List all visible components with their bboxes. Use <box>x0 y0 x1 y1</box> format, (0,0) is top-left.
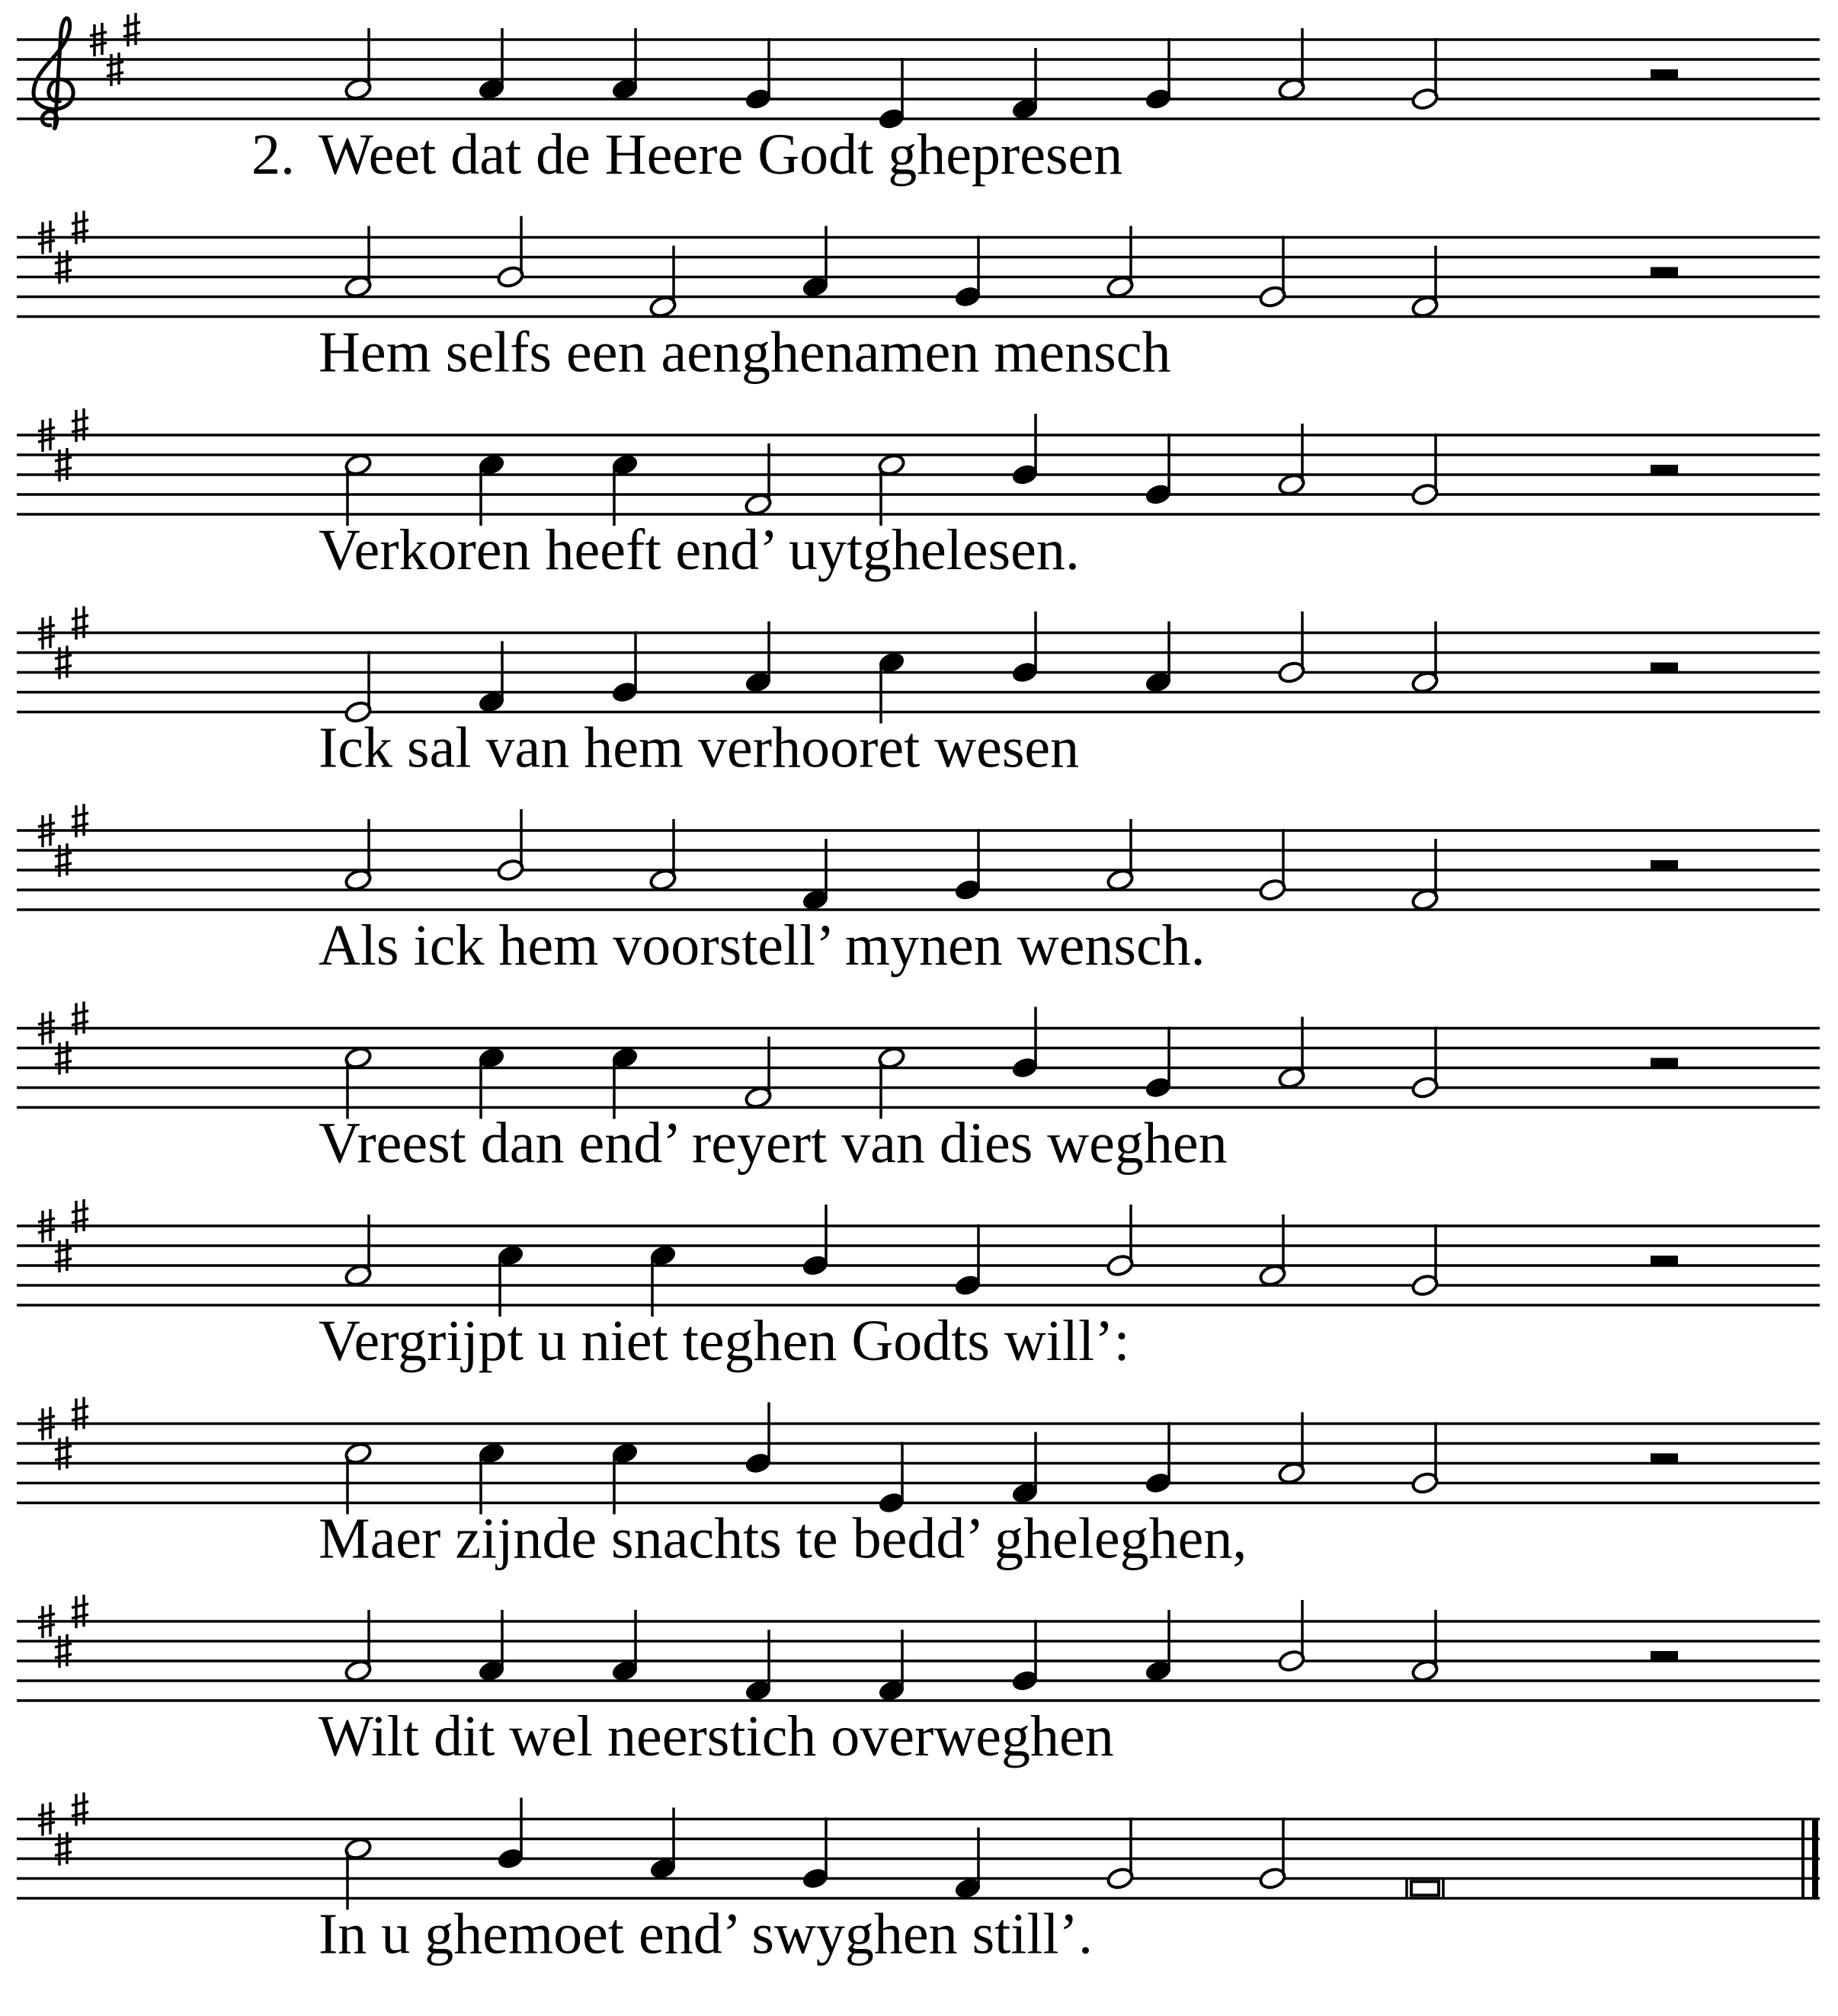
half-note <box>1411 1027 1439 1100</box>
verse-number: 2. <box>251 123 295 187</box>
half-note <box>1411 434 1439 507</box>
half-note <box>1411 1422 1439 1496</box>
quarter-note <box>801 1818 830 1891</box>
quarter-note <box>496 1798 525 1871</box>
half-note <box>1106 1205 1135 1278</box>
half-rest <box>1651 1256 1678 1266</box>
sharp-sign <box>123 13 140 46</box>
half-note <box>1258 236 1287 309</box>
sharp-sign <box>55 448 72 482</box>
lyric-line: Weet dat de Heere Godt ghepresen <box>319 123 1123 187</box>
half-rest <box>1651 1454 1678 1464</box>
quarter-note <box>1010 1620 1039 1693</box>
half-rest <box>1651 465 1678 475</box>
sharp-sign <box>72 408 88 442</box>
staff <box>17 1819 1820 1899</box>
half-note <box>1277 612 1306 685</box>
sharp-sign <box>72 804 88 837</box>
sharp-sign <box>72 1002 88 1035</box>
half-note <box>1411 1224 1439 1298</box>
lyric-line: Hem selfs een aenghenamen mensch <box>319 320 1171 385</box>
music-system <box>17 211 1820 385</box>
lyric-line: Maer zijnde snachts te bedd’ gheleghen, <box>319 1506 1247 1571</box>
quarter-note <box>801 1205 830 1278</box>
music-system <box>17 1397 1820 1571</box>
quarter-note <box>953 1224 982 1298</box>
sharp-sign <box>55 843 72 877</box>
sharp-sign <box>55 1832 72 1866</box>
quarter-note <box>877 1442 906 1515</box>
lyric-line: Ick sal van hem verhooret wesen <box>319 715 1080 780</box>
quarter-note <box>610 632 639 705</box>
staff <box>17 40 1820 119</box>
half-note <box>1277 1600 1306 1673</box>
sharp-sign <box>72 1397 88 1431</box>
lyric-line: Wilt dit wel neerstich overweghen <box>319 1704 1114 1768</box>
music-system <box>17 1793 1820 1966</box>
half-rest <box>1651 69 1678 79</box>
sharp-sign <box>72 606 88 640</box>
quarter-note <box>744 38 773 111</box>
music-system <box>17 1199 1820 1373</box>
sharp-sign <box>72 211 88 245</box>
lyric-line: Verkoren heeft end’ uytghelesen. <box>319 518 1080 582</box>
sharp-sign <box>55 251 72 284</box>
lyric-line: Als ick hem voorstell’ mynen wensch. <box>319 914 1206 978</box>
staff <box>17 238 1820 317</box>
staff <box>17 1226 1820 1305</box>
music-system <box>17 1595 1820 1768</box>
half-rest <box>1651 860 1678 870</box>
staff <box>17 1621 1820 1701</box>
quarter-note <box>953 829 982 902</box>
music-system <box>17 606 1820 780</box>
quarter-note <box>1144 434 1173 507</box>
quarter-note <box>1010 1007 1039 1080</box>
half-rest <box>1651 663 1678 673</box>
sharp-sign <box>72 1595 88 1628</box>
double-bar-thick <box>1812 1819 1818 1899</box>
staff <box>17 633 1820 712</box>
half-note <box>1258 1818 1287 1891</box>
half-rest <box>1651 1651 1678 1661</box>
quarter-note <box>1010 612 1039 685</box>
music-system <box>17 408 1820 582</box>
sharp-sign <box>55 1042 72 1075</box>
half-note <box>496 216 525 290</box>
lyric-line: In u ghemoet end’ swyghen still’. <box>319 1902 1093 1966</box>
sharp-sign <box>72 1199 88 1233</box>
sharp-sign <box>107 53 123 86</box>
half-note <box>344 651 373 725</box>
quarter-note <box>1144 1027 1173 1100</box>
staff <box>17 1029 1820 1108</box>
staff <box>17 1424 1820 1503</box>
breve-note <box>1407 1878 1443 1899</box>
half-note <box>496 809 525 882</box>
quarter-note <box>744 1403 773 1476</box>
quarter-note <box>1144 38 1173 111</box>
half-rest <box>1651 267 1678 277</box>
half-rest <box>1651 1058 1678 1068</box>
sharp-sign <box>72 1793 88 1826</box>
half-note <box>1258 829 1287 902</box>
music-system <box>17 13 1820 187</box>
half-note <box>1411 38 1439 111</box>
staff <box>17 435 1820 514</box>
music-system <box>17 1002 1820 1176</box>
sharp-sign <box>55 1437 72 1470</box>
sharp-sign <box>55 1239 72 1272</box>
half-note <box>1106 1818 1135 1891</box>
quarter-note <box>953 236 982 309</box>
music-system <box>17 804 1820 978</box>
quarter-note <box>1010 414 1039 487</box>
quarter-note <box>877 58 906 131</box>
lyric-line: Vreest dan end’ reyert van dies weghen <box>319 1111 1228 1176</box>
treble-clef-icon <box>34 18 73 130</box>
staff <box>17 830 1820 910</box>
quarter-note <box>1144 1422 1173 1496</box>
lyric-line: Vergrijpt u niet teghen Godts will’: <box>319 1309 1130 1373</box>
sharp-sign <box>55 1634 72 1668</box>
sharp-sign <box>55 646 72 680</box>
